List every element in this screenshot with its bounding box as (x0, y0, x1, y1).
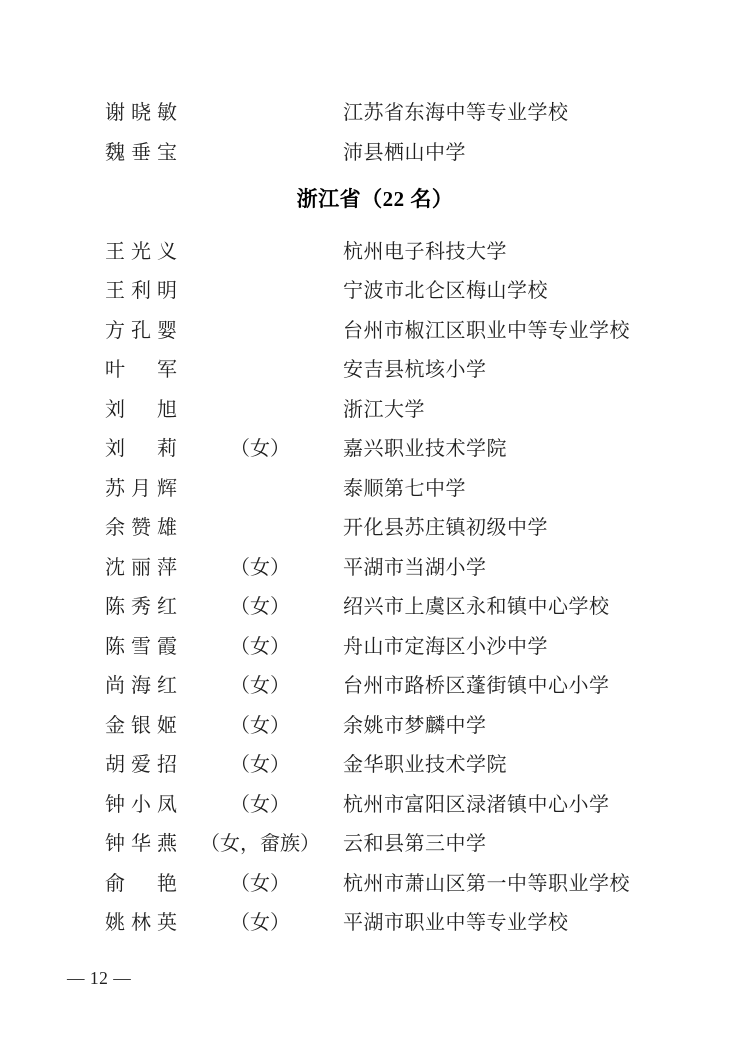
gender-annotation: （女） (230, 675, 290, 698)
person-name: 叶军 (105, 359, 177, 382)
gender-annotation: （女） (230, 556, 290, 579)
roster-row (0, 309, 750, 349)
school-name: 江苏省东海中等专业学校 (343, 102, 569, 125)
roster-row (0, 230, 750, 270)
school-name: 台州市椒江区职业中等专业学校 (343, 319, 630, 342)
person-name: 刘旭 (105, 398, 177, 421)
person-name: 胡爱招 (105, 754, 177, 777)
roster-row (0, 743, 750, 783)
roster-row (0, 783, 750, 823)
gender-annotation: （女，畲族） (200, 833, 320, 856)
roster-row (0, 348, 750, 388)
person-name: 谢晓敏 (105, 102, 177, 125)
school-name: 开化县苏庄镇初级中学 (343, 517, 548, 540)
school-name: 杭州市富阳区渌渚镇中心小学 (343, 793, 610, 816)
gender-annotation: （女） (230, 793, 290, 816)
person-name: 王利明 (105, 280, 177, 303)
gender-annotation: （女） (230, 872, 290, 895)
school-name: 泰顺第七中学 (343, 477, 466, 500)
school-name: 平湖市当湖小学 (343, 556, 487, 579)
school-name: 杭州市萧山区第一中等职业学校 (343, 872, 630, 895)
gender-annotation: （女） (230, 635, 290, 658)
person-name: 钟小凤 (105, 793, 177, 816)
roster-row (0, 131, 750, 171)
school-name: 浙江大学 (343, 398, 425, 421)
school-name: 宁波市北仑区梅山学校 (343, 280, 548, 303)
school-name: 台州市路桥区蓬街镇中心小学 (343, 675, 610, 698)
gender-annotation: （女） (230, 754, 290, 777)
person-name: 沈丽萍 (105, 556, 177, 579)
roster-row (0, 704, 750, 744)
roster-row (0, 625, 750, 665)
person-name: 俞艳 (105, 872, 177, 895)
school-name: 绍兴市上虞区永和镇中心学校 (343, 596, 610, 619)
section-heading: 浙江省（22 名） (296, 187, 454, 211)
school-name: 沛县栖山中学 (343, 141, 466, 164)
roster-row (0, 506, 750, 546)
person-name: 姚林英 (105, 912, 177, 935)
carryover-roster-list (0, 91, 750, 170)
person-name: 王光义 (105, 240, 177, 263)
person-name: 刘莉 (105, 438, 177, 461)
gender-annotation: （女） (230, 438, 290, 461)
roster-row (0, 546, 750, 586)
person-name: 余赞雄 (105, 517, 177, 540)
school-name: 云和县第三中学 (343, 833, 487, 856)
person-name: 钟华燕 (105, 833, 177, 856)
province-roster-list (0, 230, 750, 941)
gender-annotation: （女） (230, 714, 290, 737)
roster-row (0, 269, 750, 309)
school-name: 安吉县杭垓小学 (343, 359, 487, 382)
gender-annotation: （女） (230, 596, 290, 619)
page-number: — 12 — (67, 968, 132, 988)
person-name: 方孔婴 (105, 319, 177, 342)
school-name: 杭州电子科技大学 (343, 240, 507, 263)
roster-row (0, 862, 750, 902)
person-name: 苏月辉 (105, 477, 177, 500)
school-name: 金华职业技术学院 (343, 754, 507, 777)
roster-row (0, 901, 750, 941)
gender-annotation: （女） (230, 912, 290, 935)
roster-row (0, 427, 750, 467)
person-name: 魏垂宝 (105, 141, 177, 164)
person-name: 金银姬 (105, 714, 177, 737)
roster-row (0, 467, 750, 507)
school-name: 平湖市职业中等专业学校 (343, 912, 569, 935)
school-name: 嘉兴职业技术学院 (343, 438, 507, 461)
school-name: 舟山市定海区小沙中学 (343, 635, 548, 658)
roster-row (0, 91, 750, 131)
roster-row (0, 585, 750, 625)
person-name: 尚海红 (105, 675, 177, 698)
person-name: 陈秀红 (105, 596, 177, 619)
roster-row (0, 388, 750, 428)
roster-row (0, 822, 750, 862)
school-name: 余姚市梦麟中学 (343, 714, 487, 737)
roster-row (0, 664, 750, 704)
person-name: 陈雪霞 (105, 635, 177, 658)
